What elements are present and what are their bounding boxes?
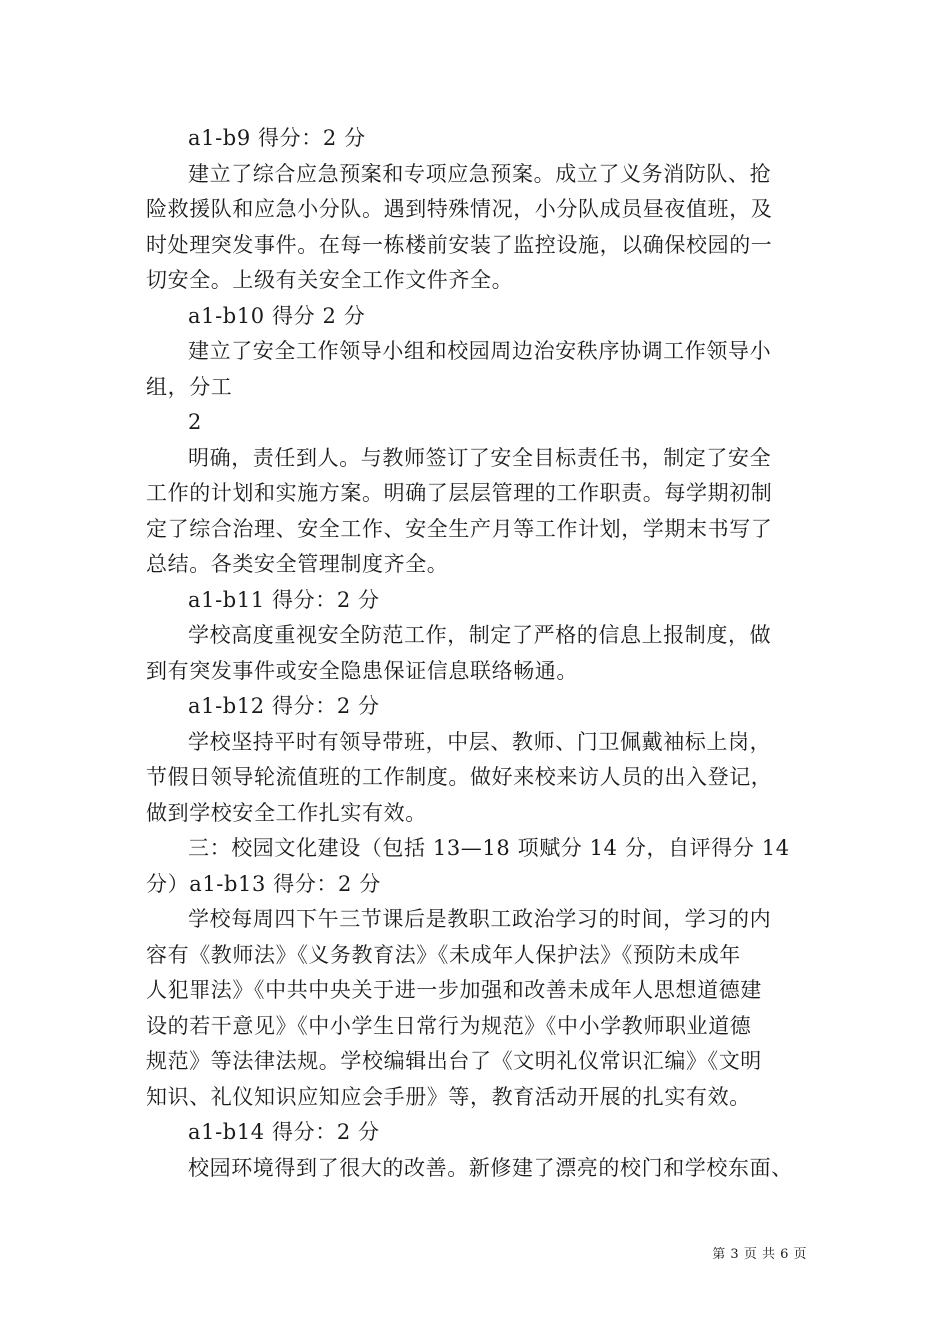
text-line: 规范》等法律法规。学校编辑出台了《文明礼仪常识汇编》《文明 bbox=[146, 1049, 762, 1073]
text-line: 工作的计划和实施方案。明确了层层管理的工作职责。每学期初制 bbox=[146, 481, 773, 505]
text-line: a1-b10 得分 2 分 bbox=[188, 303, 366, 328]
text-line: a1-b9 得分：2 分 bbox=[188, 126, 366, 150]
text-line: 学校每周四下午三节课后是教职工政治学习的时间，学习的内 bbox=[188, 907, 772, 931]
text-line: 做到学校安全工作扎实有效。 bbox=[146, 800, 427, 825]
text-line: a1-b11 得分：2 分 bbox=[188, 587, 380, 612]
text-line: 建立了安全工作领导小组和校园周边治安秩序协调工作领导小 bbox=[188, 339, 772, 363]
text-line: 设的若干意见》《中小学生日常行为规范》《中小学教师职业道德 bbox=[146, 1013, 752, 1038]
page-number: 第 3 页 共 6 页 bbox=[712, 1247, 807, 1262]
text-line: a1-b12 得分：2 分 bbox=[188, 694, 380, 718]
text-line: 学校高度重视安全防范工作，制定了严格的信息上报制度，做 bbox=[188, 623, 772, 647]
document-body bbox=[146, 121, 818, 1186]
text-line: 时处理突发事件。在每一栋楼前安装了监控设施，以确保校园的一 bbox=[146, 232, 773, 257]
text-line: 知识、礼仪知识应知应会手册》等，教育活动开展的扎实有效。 bbox=[146, 1084, 751, 1109]
text-line: 险救援队和应急小分队。遇到特殊情况，小分队成员昼夜值班，及 bbox=[146, 197, 773, 221]
text-line: 学校坚持平时有领导带班，中层、教师、门卫佩戴袖标上岗， bbox=[188, 729, 772, 754]
text-line: 节假日领导轮流值班的工作制度。做好来校来访人员的出入登记， bbox=[146, 765, 773, 789]
text-line: 容有《教师法》《义务教育法》《未成年人保护法》《预防未成年 bbox=[146, 942, 741, 967]
text-line: 人犯罪法》《中共中央关于进一步加强和改善未成年人思想道德建 bbox=[146, 978, 762, 1002]
text-line: 组，分工 bbox=[146, 374, 233, 399]
text-line: 明确，责任到人。与教师签订了安全目标责任书，制定了安全 bbox=[188, 445, 772, 470]
text-line: 总结。各类安全管理制度齐全。 bbox=[146, 552, 449, 576]
text-line: a1-b14 得分：2 分 bbox=[188, 1120, 380, 1144]
text-line: 三：校园文化建设（包括 13—18 项赋分 14 分，自评得分 14 bbox=[188, 836, 790, 860]
text-line: 建立了综合应急预案和专项应急预案。成立了义务消防队、抢 bbox=[188, 161, 772, 186]
text-line: 校园环境得到了很大的改善。新修建了漂亮的校门和学校东面、 bbox=[188, 1155, 793, 1180]
text-line: 定了综合治理、安全工作、安全生产月等工作计划，学期末书写了 bbox=[146, 516, 773, 541]
text-line: 2 bbox=[188, 410, 202, 434]
text-line: 切安全。上级有关安全工作文件齐全。 bbox=[146, 268, 514, 292]
text-line: 到有突发事件或安全隐患保证信息联络畅通。 bbox=[146, 658, 578, 683]
text-line: 分）a1-b13 得分：2 分 bbox=[146, 871, 381, 896]
